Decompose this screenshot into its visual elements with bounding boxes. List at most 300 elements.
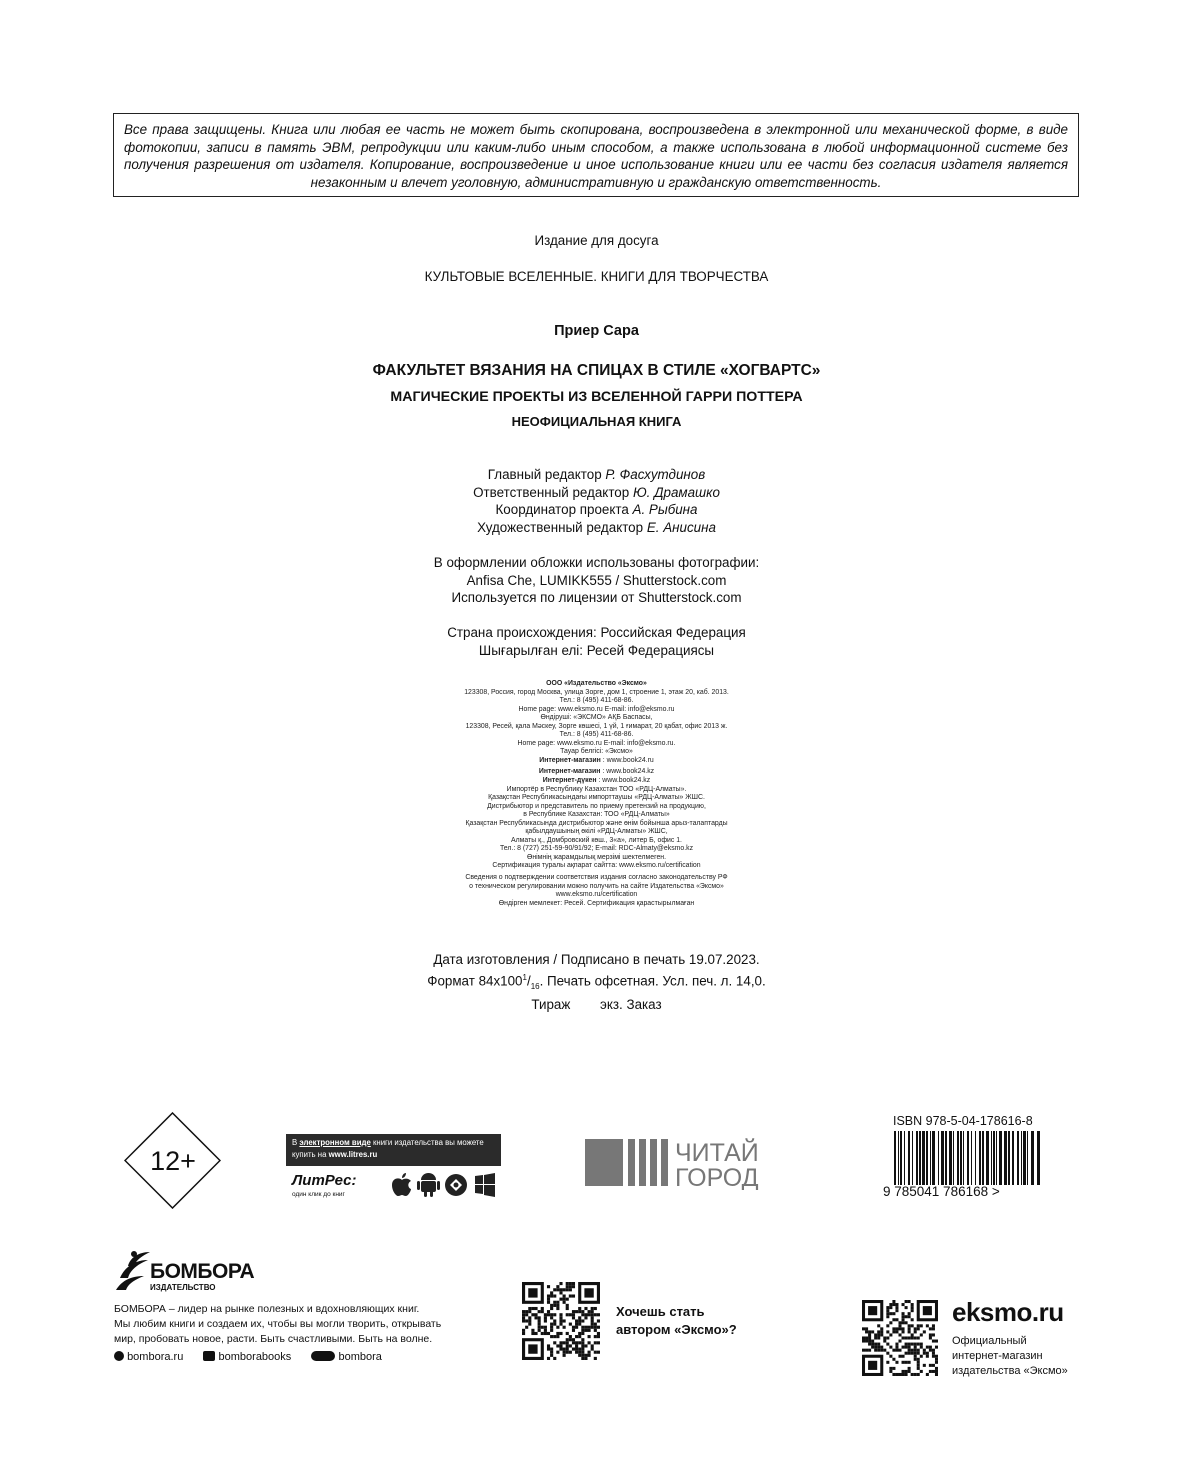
qr-module	[550, 1335, 553, 1338]
credit-role: Художественный редактор	[477, 519, 644, 535]
qr-module	[911, 1306, 914, 1309]
qr-module	[531, 1332, 534, 1335]
qr-module	[935, 1358, 938, 1361]
qr-module	[892, 1330, 895, 1333]
qr-module	[935, 1373, 938, 1376]
qr-module	[547, 1310, 550, 1313]
imprint-line: Дистрибьютор и представитель по приему претензий на продукцию,	[487, 802, 706, 810]
bombora-telegram-link[interactable]: bombora	[338, 1351, 382, 1363]
qr-module	[905, 1315, 908, 1318]
qr-module	[588, 1335, 591, 1338]
qr-module	[898, 1340, 901, 1343]
gorod-text: ГОРОД	[675, 1164, 759, 1190]
qr-module	[597, 1351, 600, 1354]
qr-module	[911, 1343, 914, 1346]
imprint-line: Импортёр в Республику Казахстан ТОО «РДЦ-Алматы».	[506, 785, 687, 793]
bombora-wave-icon	[114, 1250, 152, 1292]
qr-module	[914, 1346, 917, 1349]
qr-module	[550, 1354, 553, 1357]
qr-module	[575, 1351, 578, 1354]
qr-module	[559, 1316, 562, 1319]
qr-module	[929, 1327, 932, 1330]
qr-module	[923, 1330, 926, 1333]
bombora-site-link[interactable]: bombora.ru	[127, 1351, 184, 1363]
qr-module	[588, 1310, 591, 1313]
qr-module	[522, 1316, 525, 1319]
qr-module	[868, 1336, 871, 1339]
qr-module	[534, 1316, 537, 1319]
qr-module	[914, 1373, 917, 1376]
qr-module	[578, 1307, 581, 1310]
qr-module	[889, 1367, 892, 1370]
qr-module	[862, 1340, 865, 1343]
eksmo-site[interactable]: eksmo.ru	[952, 1297, 1064, 1327]
qr-module	[553, 1301, 556, 1304]
qr-module	[865, 1327, 868, 1330]
qr-module	[871, 1346, 874, 1349]
qr-module	[581, 1332, 584, 1335]
barcode-bar	[922, 1131, 925, 1185]
qr-module	[911, 1373, 914, 1376]
qr-module	[591, 1319, 594, 1322]
qr-module	[874, 1336, 877, 1339]
isbn-label: ISBN 978-5-04-178616-8	[893, 1114, 1033, 1128]
qr-module	[926, 1324, 929, 1327]
barcode-bar	[945, 1131, 947, 1185]
qr-module	[591, 1316, 594, 1319]
barcode-bar	[941, 1131, 944, 1185]
qr-module	[566, 1313, 569, 1316]
imprint-line: Алматы қ., Домбровский көш., 3«а», литер Б, офис 1.	[511, 836, 682, 844]
imprint-line: Тауар белгісі: «Эксмо»	[560, 748, 633, 756]
qr-module	[908, 1346, 911, 1349]
qr-module	[908, 1300, 911, 1303]
qr-module	[547, 1285, 550, 1288]
qr-module	[902, 1318, 905, 1321]
apple-icon	[392, 1173, 411, 1196]
author-qr-code[interactable]	[522, 1282, 600, 1360]
qr-module	[522, 1332, 525, 1335]
qr-module	[553, 1341, 556, 1344]
qr-module	[544, 1319, 547, 1322]
qr-module	[920, 1333, 923, 1336]
qr-module	[566, 1344, 569, 1347]
qr-module	[865, 1349, 868, 1352]
qr-module	[538, 1319, 541, 1322]
qr-module	[569, 1323, 572, 1326]
bombora-logo: БОМБОРА	[150, 1260, 255, 1283]
qr-module	[559, 1332, 562, 1335]
qr-module	[886, 1343, 889, 1346]
qr-module	[550, 1323, 553, 1326]
qr-module	[889, 1355, 892, 1358]
qr-module	[541, 1307, 544, 1310]
qr-module	[877, 1346, 880, 1349]
imprint-line: www.eksmo.ru/certification	[555, 891, 638, 899]
bombora-vk-link[interactable]: bomborabooks	[218, 1351, 292, 1363]
qr-module	[584, 1354, 587, 1357]
qr-module	[868, 1340, 871, 1343]
qr-module	[566, 1288, 569, 1291]
qr-module	[926, 1355, 929, 1358]
qr-module	[932, 1355, 935, 1358]
qr-module	[591, 1323, 594, 1326]
qr-module	[556, 1304, 559, 1307]
imprint-line: о техническом регулировании можно получить на сайте Издательства «Эксмо»	[469, 882, 724, 890]
bombora-logo-sub: ИЗДАТЕЛЬСТВО	[150, 1283, 216, 1292]
barcode-bar	[957, 1131, 959, 1185]
qr-module	[886, 1361, 889, 1364]
qr-module	[581, 1341, 584, 1344]
qr-module	[880, 1330, 883, 1333]
isbn-barcode	[883, 1114, 1063, 1204]
barcode-bar	[926, 1131, 928, 1185]
qr-module	[911, 1349, 914, 1352]
qr-module	[932, 1370, 935, 1373]
qr-module	[877, 1336, 880, 1339]
origin	[0, 624, 1193, 659]
qr-module	[578, 1335, 581, 1338]
qr-module	[914, 1355, 917, 1358]
qr-module	[898, 1321, 901, 1324]
qr-module	[563, 1348, 566, 1351]
print-date: Дата изготовления / Подписано в печать 19.07.2023.	[433, 952, 760, 967]
qr-module	[522, 1310, 525, 1313]
qr-module	[898, 1355, 901, 1358]
qr-module	[902, 1321, 905, 1324]
qr-module	[902, 1327, 905, 1330]
qr-module	[905, 1373, 908, 1376]
barcode-bar	[971, 1131, 972, 1185]
qr-module	[862, 1349, 865, 1352]
qr-module	[547, 1294, 550, 1297]
qr-module	[581, 1319, 584, 1322]
qr-module	[886, 1309, 889, 1312]
qr-module	[575, 1341, 578, 1344]
qr-module	[920, 1370, 923, 1373]
qr-module	[917, 1336, 920, 1339]
imprint-line: Өнімнің жарамдылық мерзімі шектелмеген.	[526, 853, 667, 861]
qr-module	[572, 1341, 575, 1344]
qr-module	[556, 1344, 559, 1347]
barcode-bar	[900, 1131, 902, 1185]
bombora-links	[114, 1351, 382, 1363]
qr-module	[588, 1354, 591, 1357]
qr-module	[550, 1316, 553, 1319]
qr-module	[935, 1340, 938, 1343]
qr-module	[581, 1329, 584, 1332]
qr-module	[877, 1333, 880, 1336]
qr-module	[556, 1301, 559, 1304]
qr-module	[880, 1349, 883, 1352]
qr-module	[868, 1343, 871, 1346]
qr-module	[578, 1323, 581, 1326]
qr-module	[528, 1307, 531, 1310]
qr-module	[559, 1344, 562, 1347]
qr-module	[895, 1327, 898, 1330]
eksmo-shop-desc: Официальный интернет-магазин издательства «Эксмо»	[952, 1335, 1068, 1377]
qr-module	[908, 1370, 911, 1373]
qr-module	[534, 1313, 537, 1316]
qr-module	[902, 1361, 905, 1364]
qr-module	[563, 1319, 566, 1322]
qr-module	[905, 1300, 908, 1303]
qr-module	[908, 1315, 911, 1318]
qr-module	[522, 1313, 525, 1316]
imprint	[0, 680, 1193, 908]
qr-module	[917, 1352, 920, 1355]
age-rating-badge	[124, 1112, 221, 1209]
barcode-bar	[930, 1131, 931, 1185]
qr-module	[588, 1341, 591, 1344]
qr-module	[550, 1304, 553, 1307]
bombora-description: БОМБОРА – лидер на рынке полезных и вдохновляющих книг. Мы любим книги и создаем их, чтобы вы могли творить, открывать мир, пробовать новое, расти. Быть счастливыми. Быть на волне.	[114, 1303, 442, 1345]
barcode-bar	[949, 1131, 952, 1185]
qr-module	[905, 1346, 908, 1349]
qr-module	[874, 1333, 877, 1336]
qr-module	[932, 1324, 935, 1327]
qr-module	[892, 1312, 895, 1315]
qr-module	[556, 1326, 559, 1329]
barcode-bar	[996, 1131, 997, 1185]
qr-module	[865, 1330, 868, 1333]
qr-module	[563, 1301, 566, 1304]
qr-module	[569, 1313, 572, 1316]
qr-module	[895, 1309, 898, 1312]
qr-module	[905, 1306, 908, 1309]
qr-module	[871, 1340, 874, 1343]
qr-module	[591, 1344, 594, 1347]
qr-module	[525, 1310, 528, 1313]
qr-module	[591, 1307, 594, 1310]
print-info	[0, 951, 1193, 1014]
qr-module	[886, 1336, 889, 1339]
qr-module	[908, 1352, 911, 1355]
qr-module	[880, 1346, 883, 1349]
qr-module	[531, 1313, 534, 1316]
qr-module	[892, 1303, 895, 1306]
imprint-line: Сведения о подтверждении соответствия издания согласно законодательству РФ	[465, 874, 728, 882]
qr-module	[538, 1329, 541, 1332]
qr-module	[572, 1326, 575, 1329]
qr-module	[594, 1335, 597, 1338]
qr-module	[902, 1303, 905, 1306]
qr-module	[553, 1319, 556, 1322]
rights-notice: Все права защищены. Книга или любая ее часть не может быть скопирована, воспроизведена в электронной или механической форме, в виде фотокопии, записи в память ЭВМ, репродукции или каким-либо иным способом, а также использована в любой информационной системе без получения разрешения от издателя. Копирование, воспроизведение и иное использование книги или ее части без согласия издателя является незаконным и влечет уголовную, административную и гражданскую ответственность.	[113, 113, 1079, 197]
qr-module	[932, 1327, 935, 1330]
qr-module	[578, 1310, 581, 1313]
qr-module	[581, 1348, 584, 1351]
qr-module	[594, 1307, 597, 1310]
litres-text: В электронном виде книги издательства вы можете купить на www.litres.ru	[286, 1134, 501, 1166]
barcode-bar	[963, 1131, 964, 1185]
imprint-line: Интернет-магазин : www.book24.kz	[538, 768, 655, 776]
qr-module	[917, 1358, 920, 1361]
qr-module	[584, 1313, 587, 1316]
qr-module	[572, 1329, 575, 1332]
barcode-bar	[916, 1131, 918, 1185]
barcode-bar	[986, 1131, 989, 1185]
barcode-bar	[999, 1131, 1002, 1185]
qr-module	[902, 1346, 905, 1349]
qr-module	[581, 1338, 584, 1341]
qr-module	[871, 1330, 874, 1333]
qr-module	[553, 1288, 556, 1291]
qr-module	[865, 1340, 868, 1343]
qr-module	[862, 1336, 865, 1339]
qr-module	[522, 1329, 525, 1332]
qr-module	[917, 1373, 920, 1376]
windows-icon	[475, 1173, 495, 1197]
android-icon	[417, 1173, 440, 1197]
qr-module	[525, 1326, 528, 1329]
qr-module	[908, 1343, 911, 1346]
qr-module	[908, 1336, 911, 1339]
qr-module	[588, 1313, 591, 1316]
qr-module	[883, 1340, 886, 1343]
qr-module	[528, 1319, 531, 1322]
qr-module	[559, 1298, 562, 1301]
qr-module	[935, 1346, 938, 1349]
qr-module	[929, 1364, 932, 1367]
barcode-bar	[975, 1131, 976, 1185]
imprint-line: Home page: www.eksmo.ru E-mail: info@eksmo.ru	[518, 705, 675, 713]
qr-module	[553, 1294, 556, 1297]
litres-banner[interactable]	[286, 1134, 501, 1204]
qr-module	[547, 1332, 550, 1335]
barcode-bar	[1004, 1131, 1007, 1185]
qr-module	[883, 1336, 886, 1339]
qr-module	[892, 1349, 895, 1352]
qr-module	[908, 1312, 911, 1315]
qr-module	[932, 1340, 935, 1343]
qr-module	[905, 1321, 908, 1324]
qr-module	[914, 1349, 917, 1352]
qr-module	[914, 1343, 917, 1346]
qr-module	[886, 1330, 889, 1333]
qr-module	[877, 1349, 880, 1352]
barcode-bar	[1031, 1131, 1034, 1185]
qr-module	[534, 1332, 537, 1335]
imprint-line: Өндіруші: «ЭКСМО» АҚБ Баспасы,	[540, 714, 653, 722]
author-name: Приер Сара	[554, 323, 639, 339]
qr-module	[559, 1288, 562, 1291]
barcode-bars	[893, 1131, 1043, 1185]
qr-module	[895, 1361, 898, 1364]
qr-module	[895, 1330, 898, 1333]
qr-module	[572, 1282, 575, 1285]
qr-module	[578, 1332, 581, 1335]
qr-module	[911, 1303, 914, 1306]
qr-module	[923, 1364, 926, 1367]
qr-module	[531, 1307, 534, 1310]
shop-qr-code[interactable]	[862, 1300, 938, 1376]
qr-module	[911, 1318, 914, 1321]
qr-module	[905, 1361, 908, 1364]
qr-module	[553, 1313, 556, 1316]
photo-credits	[0, 554, 1193, 607]
qr-module	[908, 1367, 911, 1370]
qr-module	[578, 1351, 581, 1354]
qr-module	[929, 1333, 932, 1336]
qr-finder	[923, 1306, 932, 1315]
qr-module	[932, 1349, 935, 1352]
age-rating-text: 12+	[150, 1146, 196, 1176]
vk-icon	[203, 1351, 215, 1361]
qr-module	[566, 1285, 569, 1288]
qr-module	[556, 1335, 559, 1338]
barcode-bar	[1027, 1131, 1028, 1185]
qr-module	[932, 1333, 935, 1336]
chitai-gorod-logo	[585, 1136, 780, 1190]
qr-module	[563, 1288, 566, 1291]
photo-credit-line: Используется по лицензии от Shutterstock.com	[451, 590, 742, 605]
qr-module	[895, 1349, 898, 1352]
qr-module	[559, 1341, 562, 1344]
qr-module	[544, 1329, 547, 1332]
qr-module	[550, 1294, 553, 1297]
globe-icon	[114, 1351, 124, 1361]
qr-module	[874, 1346, 877, 1349]
qr-module	[522, 1319, 525, 1322]
qr-module	[923, 1349, 926, 1352]
barcode-bar	[1012, 1131, 1014, 1185]
barcode-bar	[1021, 1131, 1022, 1185]
imprint-line: Тел.: 8 (727) 251-59-90/91/92; E-mail: RDC-Almaty@eksmo.kz	[499, 845, 694, 853]
qr-module	[929, 1346, 932, 1349]
qr-module	[920, 1343, 923, 1346]
qr-module	[917, 1361, 920, 1364]
qr-module	[926, 1373, 929, 1376]
barcode-bar	[894, 1131, 896, 1185]
barcode-bar	[1017, 1131, 1019, 1185]
qr-module	[541, 1310, 544, 1313]
qr-module	[935, 1361, 938, 1364]
qr-module	[886, 1324, 889, 1327]
qr-module	[572, 1310, 575, 1313]
qr-module	[889, 1333, 892, 1336]
barcode-bar	[1008, 1131, 1010, 1185]
qr-module	[538, 1326, 541, 1329]
qr-module	[578, 1316, 581, 1319]
qr-module	[588, 1329, 591, 1332]
qr-module	[597, 1319, 600, 1322]
qr-module	[895, 1343, 898, 1346]
qr-module	[594, 1357, 597, 1360]
eksmo-shop-block	[952, 1297, 1068, 1379]
qr-module	[883, 1349, 886, 1352]
credit-name: Ю. Драмашко	[632, 484, 720, 500]
qr-module	[898, 1373, 901, 1376]
qr-module	[929, 1349, 932, 1352]
qr-module	[575, 1310, 578, 1313]
credit-name: Е. Анисина	[646, 519, 716, 535]
qr-module	[525, 1313, 528, 1316]
qr-module	[559, 1291, 562, 1294]
qr-module	[553, 1335, 556, 1338]
qr-module	[880, 1327, 883, 1330]
qr-module	[920, 1355, 923, 1358]
qr-module	[917, 1349, 920, 1352]
qr-module	[569, 1351, 572, 1354]
qr-module	[594, 1326, 597, 1329]
qr-module	[581, 1351, 584, 1354]
qr-module	[575, 1335, 578, 1338]
qr-module	[926, 1352, 929, 1355]
qr-module	[550, 1291, 553, 1294]
qr-module	[569, 1294, 572, 1297]
barcode-bar	[967, 1131, 969, 1185]
